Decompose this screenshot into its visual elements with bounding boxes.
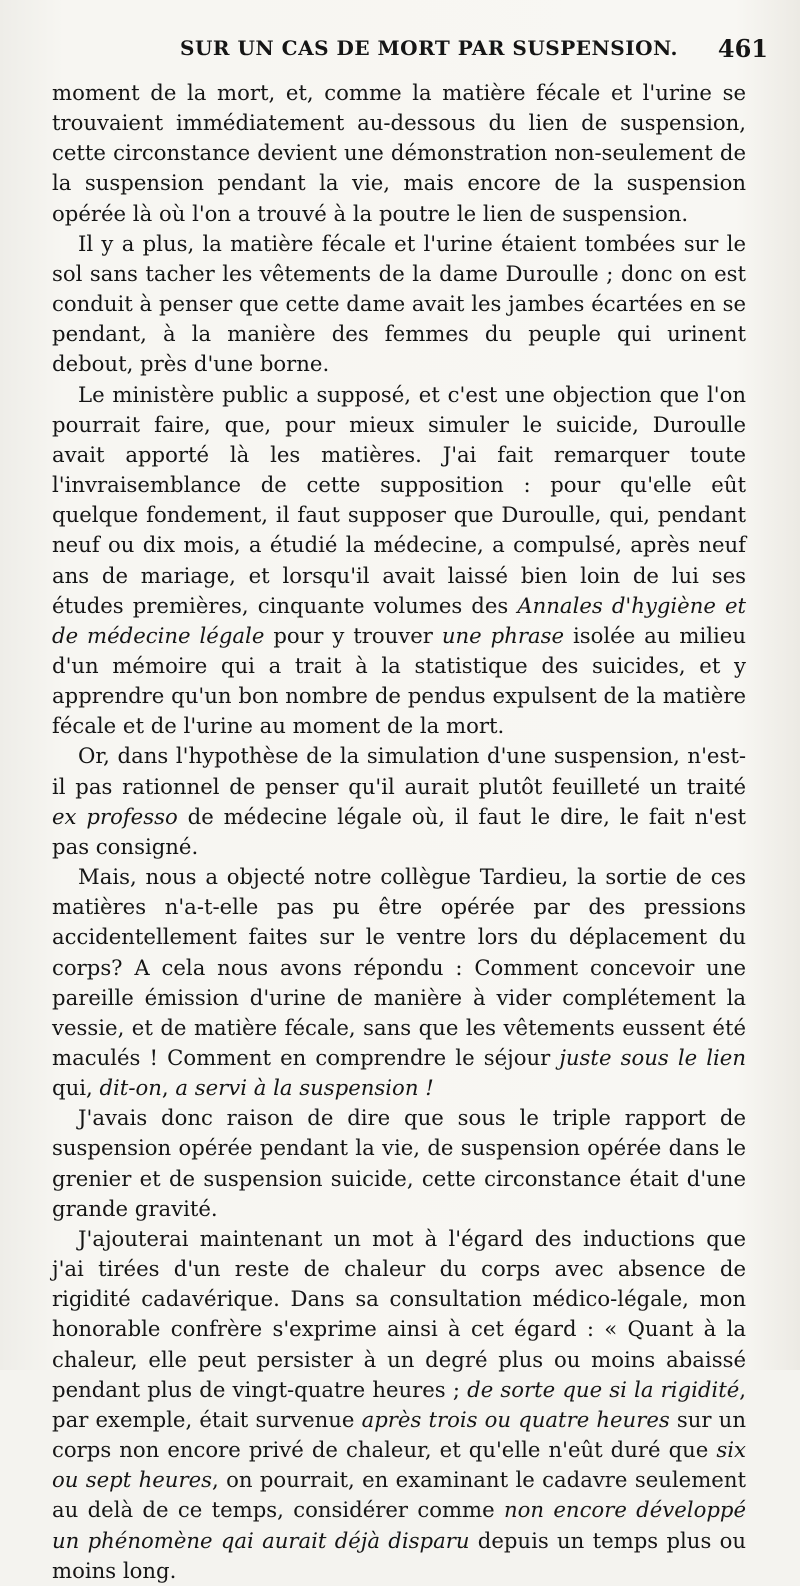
text-run: depuis un temps plus ou moins long. (52, 1527, 747, 1583)
italic-text: ex professo (52, 803, 178, 829)
italic-text: dit-on (99, 1075, 162, 1101)
italic-text: six ou sept heures (52, 1437, 746, 1493)
paragraph (52, 1224, 746, 1586)
text-run: Mais, nous a objecté notre collègue Tardieu, la sortie de ces matières n'a-t-elle pas pu être opérée par des pressions accidentellement faites sur le ventre lors du déplacement du corps? A cela nous avons répondu : Comment concevoir une pareille émission d'urine de manière à vider complétement la vessie, et de matière fécale, sans que les vêtements eussent été maculés ! Comment en comprendre le séjour (52, 864, 746, 1070)
text-run: Il y a plus, la matière fécale et l'urine étaient tombées sur le sol sans tacher les vêtements de la dame Duroulle ; donc on est conduit à penser que cette dame avait les jambes écartées en se pendant, à la manière des femmes du peuple qui urinent debout, près d'une borne. (52, 230, 746, 377)
italic-text: non encore développé un phénomène qai aurait déjà disparu (52, 1497, 746, 1553)
italic-text: après trois ou quatre heures (361, 1406, 670, 1432)
italic-text: une phrase (441, 622, 565, 648)
paragraph (52, 78, 746, 229)
italic-text: a servi à la suspension ! (175, 1075, 434, 1101)
text-run: de médecine légale où, il faut le dire, le fait n'est pas consigné. (52, 803, 746, 859)
page-number: 461 (717, 34, 768, 63)
text-run: J'avais donc raison de dire que sous le triple rapport de suspension opérée pendant la vie, de suspension opérée dans le grenier et de suspension suicide, cette circonstance était d'une grande gravité. (52, 1105, 746, 1221)
paragraph (52, 380, 746, 742)
text-run: Le ministère public a supposé, et c'est une objection que l'on pourrait faire, que, pour mieux simuler le suicide, Duroulle avait apporté là les matières. J'ai fait remarquer toute l'invraisemblance de cette supposition : pour qu'elle eût quelque fondement, il faut supposer que Duroulle, qui, pendant neuf ou dix mois, a étudié la médecine, a compulsé, après neuf ans de mariage, et lorsqu'il avait laissé bien loin de lui ses études premières, cinquante volumes des (52, 381, 746, 618)
paragraph (52, 741, 746, 862)
text-run: isolée au milieu d'un mémoire qui a trait à la statistique des suicides, et y apprendre qu'un bon nombre de pendus expulsent de la matière fécale et de l'urine au moment de la mort. (52, 622, 746, 739)
italic-text: Annales d'hygiène et de médecine légale (52, 592, 746, 648)
text-run: Or, dans l'hypothèse de la simulation d'une suspension, n'est-il pas rationnel de penser qu'il aurait plutôt feuilleté un traité (52, 743, 746, 799)
text-run: J'ajouterai maintenant un mot à l'égard des inductions que j'ai tirées d'un reste de chaleur du corps avec absence de rigidité cadavérique. Dans sa consultation médico-légale, mon honorable confrère s'exprime ainsi à cet égard : « Quant à la chaleur, elle peut persister à un degré plus ou moins abaissé pendant plus de vingt-quatre heures ; (52, 1225, 746, 1402)
body-text (52, 78, 746, 1586)
text-run: qui, (52, 1075, 100, 1101)
italic-text: juste sous le lien (559, 1045, 746, 1070)
running-title: SUR UN CAS DE MORT PAR SUSPENSION. (180, 36, 678, 60)
paragraph (52, 1103, 746, 1224)
paragraph (52, 862, 746, 1103)
text-run: , (161, 1075, 176, 1101)
text-run: sur un corps non encore privé de chaleur, et qu'elle n'eût duré que (52, 1406, 746, 1463)
page-header (52, 34, 772, 74)
text-run: , par exemple, était survenue (52, 1376, 746, 1432)
paragraph (52, 229, 746, 380)
italic-text: de sorte que si la rigidité (467, 1376, 740, 1402)
text-run: moment de la mort, et, comme la matière fécale et l'urine se trouvaient immédiatement au-dessous du lien de suspension, cette circonstance devient une démonstration non-seulement de la suspension pendant la vie, mais encore de la suspension opérée là où l'on a trouvé à la poutre le lien de suspension. (52, 80, 746, 226)
text-run: , on pourrait, en examinant le cadavre seulement au delà de ce temps, considérer comme (52, 1467, 746, 1523)
text-run: pour y trouver (264, 622, 442, 648)
